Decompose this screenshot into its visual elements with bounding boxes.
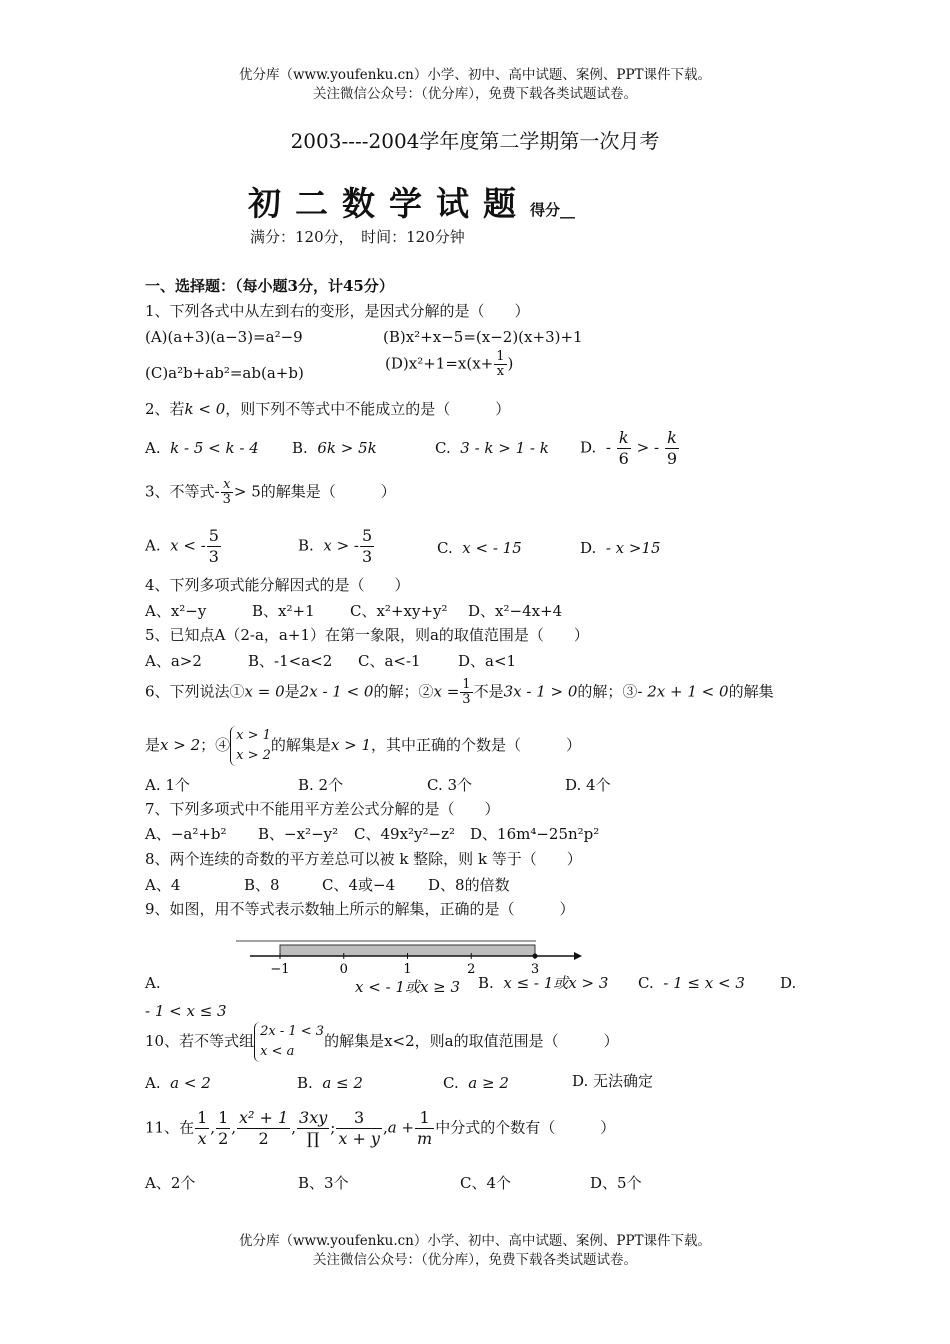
q7-option-a: A、−a²+b² [145,825,227,843]
q6-line-2: 是x > 2；④ x > 1 x > 2 的解集是x > 1，其中正确的个数是（ ） [145,726,581,766]
q7-option-c: C、49x²y²−z² [354,825,456,843]
exam-info: 满分：120分， 时间：120分钟 [250,228,465,246]
q6-line-1: 6、下列说法①x = 0是2x - 1 < 0的解；②x = $\frac{1}{3}$ 不是3x - 1 > 0的解；③- 2x + 1 < 0的解集 [145,677,774,707]
q5-option-b: B、-1<a<2 [248,652,333,670]
header-line-1: 优分库（www.youfenku.cn）小学、初中、高中试题、案例、PPT课件下载。 [238,67,712,83]
q6-option-b: B. 2个 [298,776,344,794]
q5-stem: 5、已知点A（2-a，a+1）在第一象限，则a的取值范围是（ ） [145,626,589,644]
footer-line-1: 优分库（www.youfenku.cn）小学、初中、高中试题、案例、PPT课件下载。 [238,1233,712,1249]
q9-option-d-label: D. [780,974,797,992]
q2-option-d: D. - $\frac{k}{6}$ > - $\frac{k}{9}$ [580,428,678,468]
exam-title: 初二数学试题 [248,184,530,223]
q2-option-a: A. k - 5 < k - 4 [145,439,259,457]
q9-option-a: x < - 1或x ≥ 3 [355,978,461,996]
axis-tick-label: 1 [403,962,412,977]
q10-option-a: A. a < 2 [145,1074,211,1092]
axis-arrow [574,952,582,960]
q6-option-d: D. 4个 [565,776,611,794]
q10-option-b: B. a ≤ 2 [297,1074,363,1092]
q10-option-c: C. a ≥ 2 [443,1074,509,1092]
q11-option-a: A、2个 [145,1174,196,1192]
q6-option-c: C. 3个 [427,776,473,794]
q3-option-d: D. - x >15 [580,539,661,557]
q4-option-b: B、x²+1 [252,602,315,620]
q10-option-d: D. 无法确定 [572,1072,654,1090]
q4-option-d: D、x²−4x+4 [468,602,563,620]
exam-title-block [248,178,575,225]
q9-option-b: B. x ≤ - 1或x > 3 [478,974,609,992]
q9-stem: 9、如图，用不等式表示数轴上所示的解集，正确的是（ ） [145,900,575,918]
q2-option-b: B. 6k > 5k [292,439,377,457]
q8-stem: 8、两个连续的奇数的平方差总可以被 k 整除，则 k 等于（ ） [145,850,582,868]
q4-option-a: A、x²−y [145,602,207,620]
q8-option-d: D、8的倍数 [428,876,510,894]
q6-option-a: A. 1个 [145,776,190,794]
q11-option-c: C、4个 [460,1174,512,1192]
q4-option-c: C、x²+xy+y² [350,602,448,620]
header-line-2: 关注微信公众号：（优分库），免费下载各类试题试卷。 [313,86,637,102]
q3-option-c: C. x < - 15 [437,539,522,557]
q1-option-c: (C)a²b+ab²=ab(a+b) [145,364,304,382]
footer-line-2: 关注微信公众号：（优分库），免费下载各类试题试卷。 [313,1252,637,1268]
q7-option-d: D、16m⁴−25n²p² [470,825,600,843]
q2-option-c: C. 3 - k > 1 - k [435,439,549,457]
q9-option-c: C. - 1 ≤ x < 3 [638,974,745,992]
q9-option-a-label: A. [145,974,161,992]
q8-option-b: B、8 [244,876,280,894]
axis-tick-label: 2 [467,962,476,977]
q5-option-c: C、a<-1 [358,652,421,670]
q8-option-a: A、4 [145,876,181,894]
q7-stem: 7、下列多项式中不能用平方差公式分解的是（ ） [145,800,500,818]
q5-option-a: A、a>2 [145,652,202,670]
q5-option-d: D、a<1 [458,652,517,670]
axis-tick-label: 0 [339,962,348,977]
q1-option-d: (D)x²+1=x(x+ $\frac{1}{x}$ ) [385,349,514,379]
axis-tick-label: −1 [270,962,290,977]
q9-option-d: - 1 < x ≤ 3 [145,1002,227,1020]
q10-stem: 10、若不等式组 2x - 1 < 3 x < a 的解集是x<2，则a的取值范围是（ ） [145,1022,619,1062]
q8-option-c: C、4或−4 [322,876,396,894]
q4-stem: 4、下列多项式能分解因式的是（ ） [145,576,410,594]
q11-option-d: D、5个 [590,1174,642,1192]
q3-option-a: A. x < - $\frac{5}{3}$ [145,526,219,566]
score-label: 得分__ [530,201,576,219]
q1-option-a: (A)(a+3)(a−3)=a²−9 [145,328,303,346]
exam-subtitle: 2003----2004学年度第二学期第一次月考 [290,129,660,153]
q3-option-b: B. x > - $\frac{5}{3}$ [298,526,373,566]
q2-stem: 2、若k < 0，则下列不等式中不能成立的是（ ） [145,400,511,418]
q7-option-b: B、−x²−y² [258,825,339,843]
q1-stem: 1、下列各式中从左到右的变形，是因式分解的是（ ） [145,302,530,320]
axis-tick-label: 3 [530,962,540,977]
q3-stem: 3、不等式- $\frac{x}{3}$ > 5的解集是（ ） [145,477,396,507]
q1-option-b: (B)x²+x−5=(x−2)(x+3)+1 [383,328,583,346]
q11-option-b: B、3个 [298,1174,349,1192]
section1-heading: 一、选择题：（每小题3分，计45分） [145,277,394,295]
q11-stem: 11、在 $\frac{1}{x}$ , $\frac{1}{2}$ , $\frac{\text{x² + 1}}{2}$ , $\frac{3xy}{\prod}$ ; $\frac{3}{x + y}$ ,a + $\frac{1}{m}$ 中分式的个数有（ ） [145,1108,616,1148]
